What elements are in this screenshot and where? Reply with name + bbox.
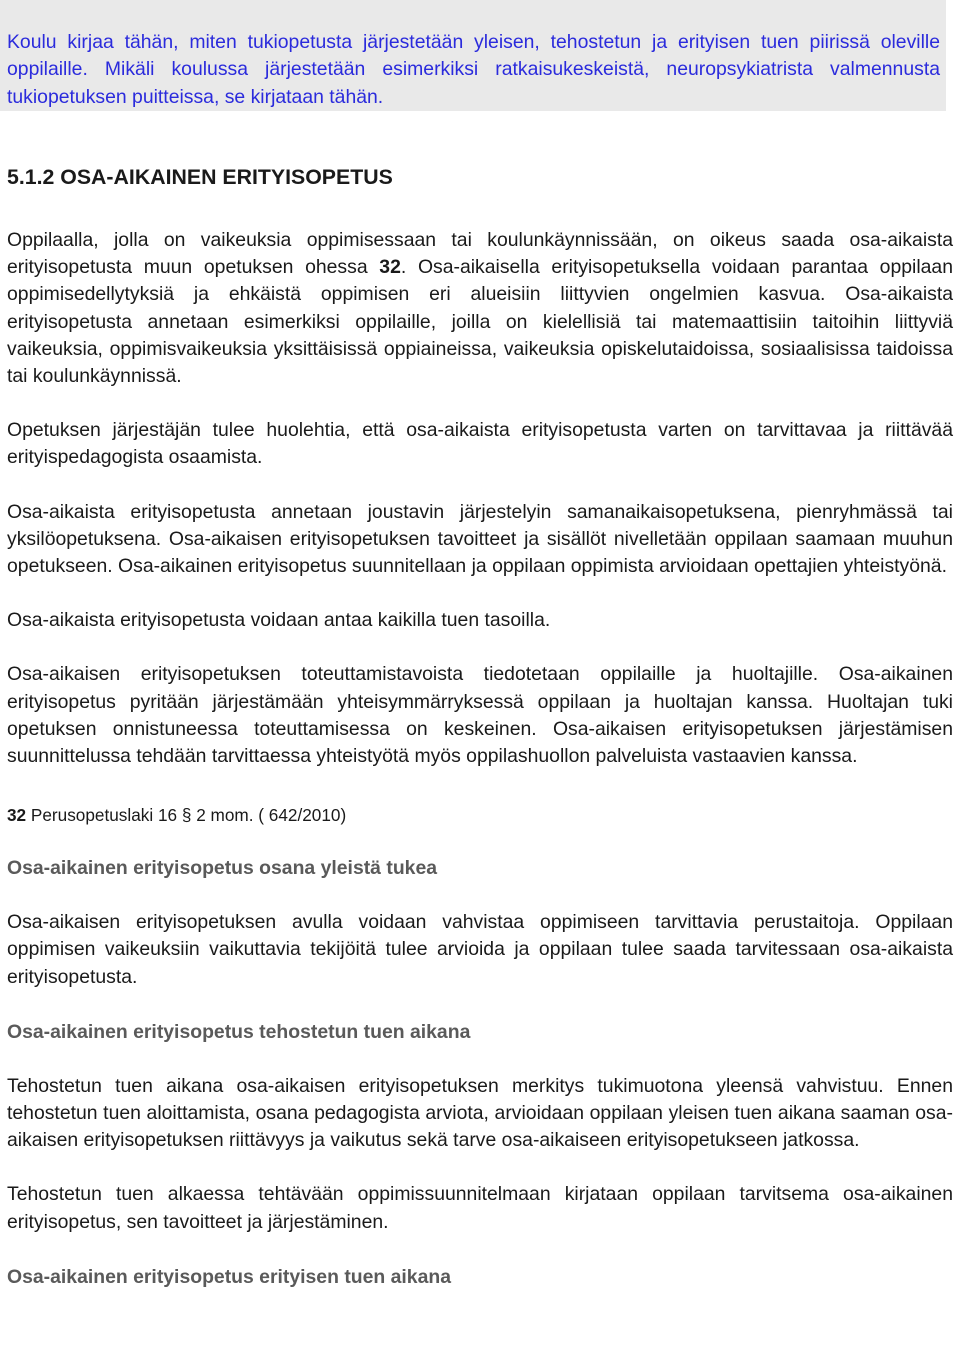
paragraph-text: . Osa-aikaisella erityisopetuksella voidaan parantaa oppilaan oppimisedellytyksiä ja ehkäistä oppimisen eri alueisiin liittyvien ongelmien kasvua. Osa-aikaista erityisopetusta annetaan esimerkiksi oppilaille, joilla on kielellisiä tai matemaattisiin taitoihin liittyviä vaikeuksia, oppimisvaikeuksia yksittäisissä oppiaineissa, vaikeuksia opiskelutaidoissa, sosiaalisissa taidoissa tai koulunkäynnissä. (7, 256, 953, 388)
footnote-text: Perusopetuslaki 16 § 2 mom. ( 642/2010) (26, 805, 347, 826)
paragraph-organizer-duty: Opetuksen järjestäjän tulee huolehtia, että osa-aikaista erityisopetusta varten on tarvittavaa ja riittävää erityispedagogista osaamista. (7, 419, 953, 469)
footnote (7, 803, 953, 827)
subheading-special-support: Osa-aikainen erityisopetus erityisen tuen aikana (7, 1265, 452, 1288)
paragraph-general-support: Osa-aikaisen erityisopetuksen avulla voidaan vahvistaa oppimiseen tarvittavia perustaitoja. Oppilaan oppimisen vaikeuksiin vaikuttavia tekijöitä tulee arvioida ja oppilaan tulee saada tarvitessaan osa-aikaista erityisopetusta. (7, 911, 953, 988)
subheading-general-support: Osa-aikainen erityisopetus osana yleistä tukea (7, 857, 438, 880)
footnote-reference: 32 (379, 256, 401, 279)
paragraph-arrangements: Osa-aikaista erityisopetusta annetaan joustavin järjestelyin samanaikaisopetuksena, pienryhmässä tai yksilöopetuksena. Osa-aikaisen erityisopetuksen tavoitteet ja sisällöt nivelletään oppilaan saamaan muuhun opetukseen. Osa-aikainen erityisopetus suunnitellaan ja oppilaan oppimista arvioidaan opettajien yhteistyönä. (7, 500, 953, 578)
paragraph-all-levels: Osa-aikaista erityisopetusta voidaan antaa kaikilla tuen tasoilla. (7, 609, 551, 632)
paragraph-enhanced-support: Tehostetun tuen aikana osa-aikaisen erityisopetuksen merkitys tukimuotona yleensä vahvistuu. Ennen tehostetun tuen aloittamista, osana pedagogista arviota, arvioidaan oppilaan yleisen tuen aikana saaman osa-aikaisen erityisopetuksen riittävyys ja vaikutus sekä tarve osa-aikaiseen erityisopetukseen jatkossa. (7, 1074, 953, 1152)
document-page (7, 0, 953, 1291)
footnote-number: 32 (7, 805, 27, 826)
paragraph-learning-plan: Tehostetun tuen alkaessa tehtävään oppimissuunnitelmaan kirjataan oppilaan tarvitsema osa-aikainen erityisopetus, sen tavoitteet ja järjestäminen. (7, 1183, 953, 1233)
paragraph-text: Oppilaalla, jolla on vaikeuksia oppimisessaan tai koulunkäynnissään, on oikeus saada osa-aikaista erityisopetusta muun opetuksen ohessa (7, 229, 953, 279)
instruction-box (0, 0, 946, 111)
paragraph-guardians: Osa-aikaisen erityisopetuksen toteuttamistavoista tiedotetaan oppilaille ja huoltajille. Osa-aikainen erityisopetus pyritään järjestämään yhteisymmärryksessä oppilaan ja huoltajan kanssa. Huoltajan tuki opetuksen onnistuneessa toteuttamisessa on keskeinen. Osa-aikaisen erityisopetuksen järjestämisen suunnittelussa tehdään tarvittaessa yhteistyötä myös oppilashuollon palveluista vastaavien kanssa. (7, 663, 953, 768)
instruction-text: Koulu kirjaa tähän, miten tukiopetusta järjestetään yleisen, tehostetun ja erityisen tuen piirissä oleville oppilaille. Mikäli koulussa järjestetään esimerkiksi ratkaisukeskeistä, neuropsykiatrista valmennusta tukiopetuksen puitteissa, se kirjataan tähän. (7, 31, 940, 108)
paragraph-right-to-support (7, 227, 953, 390)
section-title: 5.1.2 OSA-AIKAINEN ERITYISOPETUS (7, 165, 393, 189)
subheading-enhanced-support: Osa-aikainen erityisopetus tehostetun tuen aikana (7, 1020, 471, 1043)
